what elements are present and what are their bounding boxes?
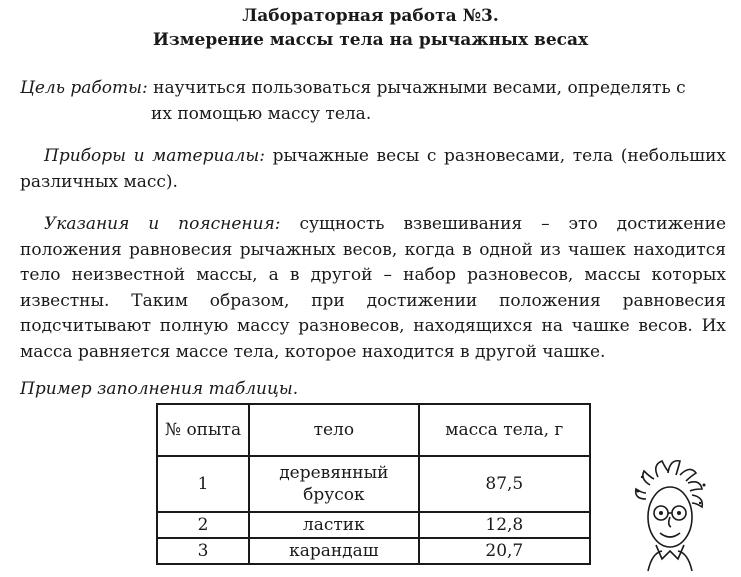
lab-title: Лабораторная работа №3. <box>242 6 499 26</box>
cell-mass: 12,8 <box>419 512 590 538</box>
cell-trial-number: 1 <box>157 456 249 512</box>
scientist-mascot-icon <box>628 455 714 573</box>
lab-subtitle: Измерение массы тела на рычажных весах <box>152 30 589 50</box>
equipment-label: Приборы и материалы: <box>44 146 265 166</box>
goal-text-line2: их помощью массу тела. <box>151 103 372 124</box>
cell-body: карандаш <box>249 538 419 564</box>
table-row <box>157 538 590 564</box>
cell-trial-number: 2 <box>157 512 249 538</box>
goal-label: Цель работы: <box>20 78 148 98</box>
equipment-paragraph <box>20 144 726 195</box>
table-header-row <box>157 404 590 456</box>
table-row <box>157 456 590 512</box>
table-row <box>157 512 590 538</box>
instructions-label: Указания и пояснения: <box>44 214 281 234</box>
instructions-text: сущность взвешивания – это достижение положения равновесия рычажных весов, когда в одной из чашек находится тело неизвестной массы, а в другой – набор разновесов, массы которых известны. Таким образом, при достижении положения равновесия подсчитывают полную массу разновесов, находящихся на чашке весов. Их масса равняется массе тела, которое находится в другой чашке. <box>20 214 727 362</box>
equipment-text: рычажные весы с разновесами, тела (небольших различных масс). <box>20 146 727 192</box>
cell-mass: 87,5 <box>419 456 590 512</box>
goal-text-line1: научиться пользоваться рычажными весами, определять с <box>153 78 686 98</box>
instructions-paragraph <box>20 212 726 365</box>
cell-mass: 20,7 <box>419 538 590 564</box>
table-caption: Пример заполнения таблицы. <box>20 379 299 399</box>
cell-body: деревянный брусок <box>249 456 419 512</box>
example-table <box>156 403 591 565</box>
goal-paragraph <box>20 76 726 127</box>
cell-trial-number: 3 <box>157 538 249 564</box>
cell-body: ластик <box>249 512 419 538</box>
header-trial-number: № опыта <box>157 404 249 456</box>
header-mass: масса тела, г <box>419 404 590 456</box>
header-body: тело <box>249 404 419 456</box>
